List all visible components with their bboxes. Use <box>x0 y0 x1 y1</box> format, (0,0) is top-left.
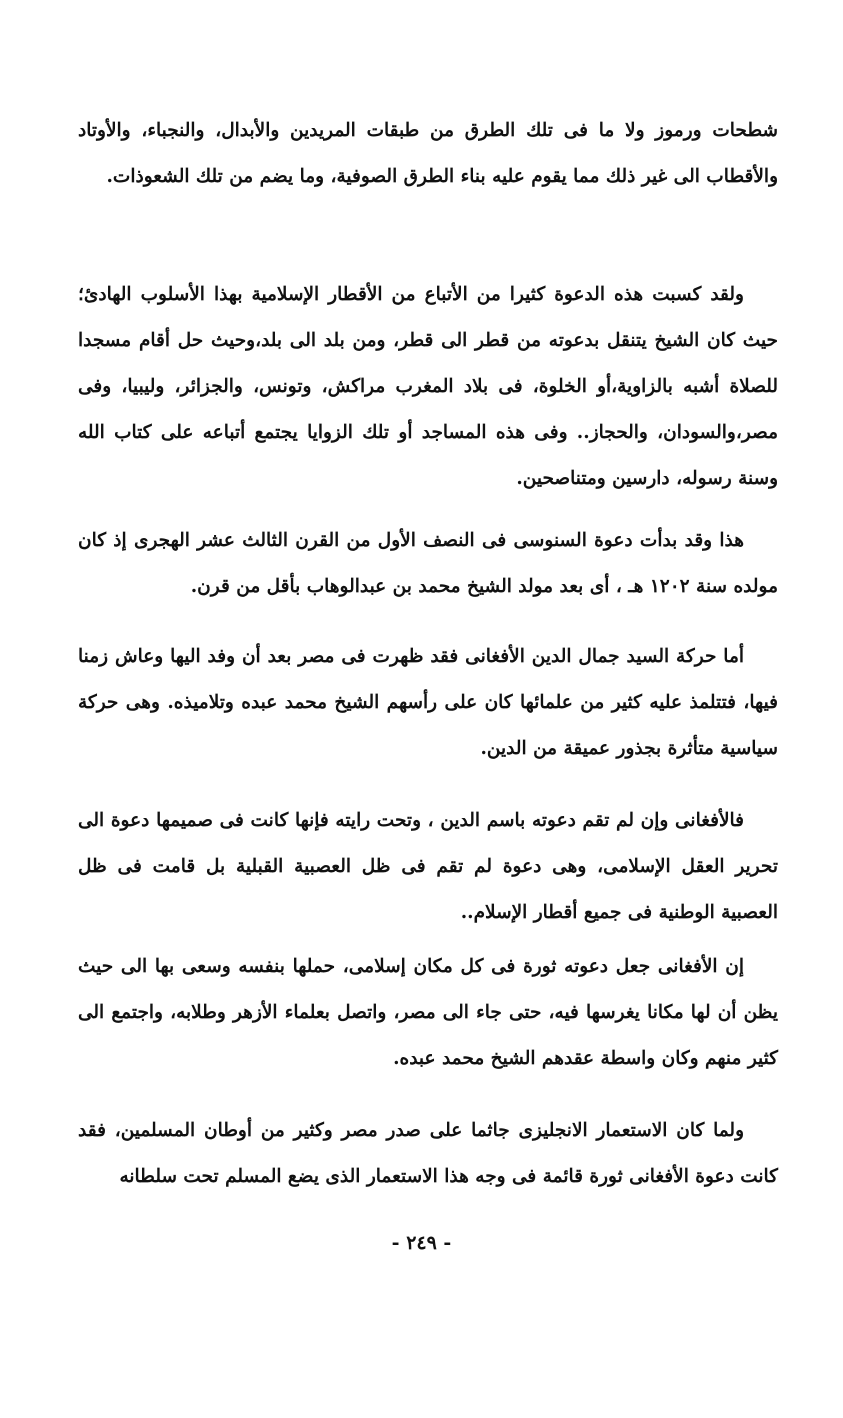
paragraph: ولقد كسبت هذه الدعوة كثيرا من الأتباع من الأقطار الإسلامية بهذا الأسلوب الهادئ؛حيث كان الشيخ يتنقل بدعوته من قطر الى قطر، ومن بلد الى بلد،وحيث حل أقام مسجدا للصلاة أشبه بالزاوية،أو الخلوة، فى بلاد المغرب مراكش، وتونس، والجزائر، وليبيا، وفى مصر،والسودان، والحجاز.. وفى هذه المساجد أو تلك الزوايا يجتمع أتباعه على كتاب الله وسنة رسوله، دارسين ومتناصحين. <box>78 284 778 489</box>
paragraph: هذا وقد بدأت دعوة السنوسى فى النصف الأول من القرن الثالث عشر الهجرى إذ كان مولده سنة ١٢٠٢ هـ ، أى بعد مولد الشيخ محمد بن عبدالوهاب بأقل من قرن. <box>78 530 778 597</box>
paragraph-continuation: شطحات ورموز ولا ما فى تلك الطرق من طبقات المريدين والأبدال، والنجباء، والأوتاد والأقطاب الى غير ذلك مما يقوم عليه بناء الطرق الصوفية، وما يضم من تلك الشعوذات. <box>78 120 778 187</box>
paragraph: أما حركة السيد جمال الدين الأفغانى فقد ظهرت فى مصر بعد أن وفد اليها وعاش زمنا فيها، فتتلمذ عليه كثير من علمائها كان على رأسهم الشيخ محمد عبده وتلاميذه. وهى حركة سياسية متأثرة بجذور عميقة من الدين. <box>78 646 778 759</box>
paragraph: فالأفغانى وإن لم تقم دعوته باسم الدين ، وتحت رايته فإنها كانت فى صميمها دعوة الى تحرير العقل الإسلامى، وهى دعوة لم تقم فى ظل العصبية القبلية بل قامت فى ظل العصبية الوطنية فى جميع أقطار الإسلام.. <box>78 810 778 923</box>
page-number: - ٢٤٩ - <box>391 1232 452 1254</box>
paragraph: ولما كان الاستعمار الانجليزى جاثما على صدر مصر وكثير من أوطان المسلمين، فقد كانت دعوة الأفغانى ثورة قائمة فى وجه هذا الاستعمار الذى يضع المسلم تحت سلطانه <box>78 1120 778 1187</box>
paragraph: إن الأفغانى جعل دعوته ثورة فى كل مكان إسلامى، حملها بنفسه وسعى بها الى حيث يظن أن لها مكانا يغرسها فيه، حتى جاء الى مصر، واتصل بعلماء الأزهر وطلابه، واجتمع الى كثير منهم وكان واسطة عقدهم الشيخ محمد عبده. <box>78 956 778 1069</box>
